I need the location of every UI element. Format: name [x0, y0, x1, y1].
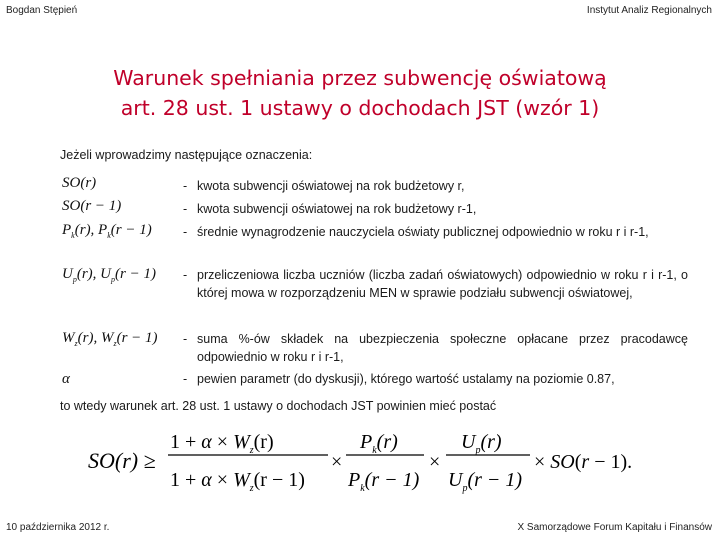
svg-text:Pk(r): $P_k(r)$: [360, 431, 398, 456]
symbol-up: $U_p(r)$, $U_p(r - 1)$: [62, 266, 156, 284]
conclusion-text: to wtedy warunek art. 28 ust. 1 ustawy o dochodach JST powinien mieć postać: [60, 399, 497, 413]
definition-item: - kwota subwencji oświatowej na rok budżetowy r,: [183, 179, 465, 193]
title-line-1: Warunek spełniania przez subwencję oświatową: [113, 66, 607, 90]
slide-title: [0, 63, 720, 123]
symbol-wz: $W_z(r)$, $W_z(r - 1)$: [62, 330, 158, 348]
symbol-so-r: SO(r): [62, 175, 97, 191]
definition-item: - średnie wynagrodzenie nauczyciela oświaty publicznej odpowiednio w roku r i r-1,: [183, 225, 649, 239]
intro-text: Jeżeli wprowadzimy następujące oznaczenia:: [60, 148, 313, 162]
definition-item: - przeliczeniowa liczba uczniów (liczba zadań oświatowych) odpowiednio w roku r i r-1, o której mowa w rozporządzeniu MEN w sprawie podziału subwencji oświatowej,: [183, 268, 688, 300]
svg-text:Up(r − 1): $U_p(r - 1)$: [448, 469, 523, 494]
svg-text:1 + α × Wz(r − 1): $1 + \alpha \times W_z(r - 1)$: [170, 469, 305, 494]
footer-event: X Samorządowe Forum Kapitału i Finansów: [517, 522, 712, 533]
svg-text:SO(r) ≥: SO(r) ≥: [88, 448, 156, 473]
symbol-so-r-1: SO(r − 1): [62, 198, 122, 214]
symbol-pk: $P_k(r)$, $P_k(r - 1)$: [62, 222, 152, 240]
definition-item: - kwota subwencji oświatowej na rok budżetowy r-1,: [183, 202, 477, 216]
svg-text:Pk(r − 1): $P_k(r - 1)$: [348, 469, 420, 494]
condition-formula: [88, 422, 668, 497]
svg-text:× SO(r − 1).: × SO(r − 1).: [534, 451, 633, 473]
svg-text:×: ×: [429, 451, 441, 473]
header-author: Bogdan Stępień: [6, 5, 78, 16]
header-institute: Instytut Analiz Regionalnych: [586, 5, 712, 16]
title-line-2: art. 28 ust. 1 ustawy o dochodach JST (wzór 1): [120, 96, 600, 120]
footer-date: 10 października 2012 r.: [6, 522, 110, 533]
definition-item: - suma %-ów składek na ubezpieczenia społeczne opłacane przez pracodawcę odpowiednio w roku r i r-1,: [183, 332, 688, 364]
svg-text:Up(r): $U_p(r)$: [461, 431, 502, 456]
definition-item: - pewien parametr (do dyskusji), którego wartość ustalamy na poziomie 0.87,: [183, 372, 615, 386]
symbol-alpha: α: [62, 371, 70, 387]
svg-text:1 + α × Wz(r): $1 + \alpha \times W_z(r)$: [170, 431, 274, 456]
svg-text:×: ×: [331, 451, 343, 473]
